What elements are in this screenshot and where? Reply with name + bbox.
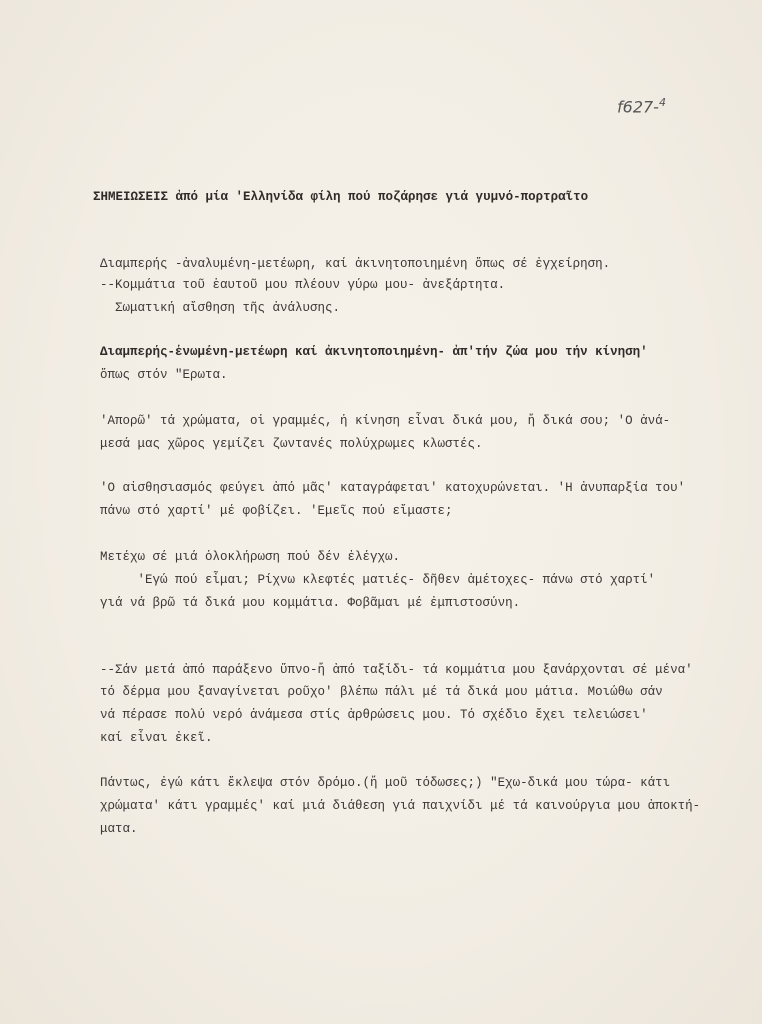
paragraph-2-line-2: ὅπως στόν "Ερωτα. xyxy=(100,368,228,382)
document-title: ΣΗΜΕΙΩΣΕΙΣ ἀπό μία 'Ελληνίδα φίλη πού ποζάρησε γιά γυμνό-πορτραῖτο xyxy=(93,190,589,204)
archive-number: f627- xyxy=(617,97,659,117)
paragraph-6-line-2: τό δέρμα μου ξαναγίνεται ροῦχο' βλέπω πάλι μέ τά δικά μου μάτια. Μοιώθω σάν xyxy=(100,685,663,699)
paragraph-7-line-1: Πάντως, ἐγώ κάτι ἔκλεψα στόν δρόμο.(ἤ μοῦ τόδωσες;) "Εχω-δικά μου τώρα- κάτι xyxy=(100,776,671,790)
paragraph-6-line-4: καί εἶναι ἐκεῖ. xyxy=(100,731,213,745)
paragraph-3-line-2: μεσά μας χῶρος γεμίζει ζωντανές πολύχρωμες κλωστές. xyxy=(100,437,483,451)
paragraph-1-line-2: --Κομμάτια τοῦ ἑαυτοῦ μου πλέουν γύρω μου- ἀνεξάρτητα. xyxy=(100,278,506,292)
paragraph-1-line-3: Σωματική αἴσθηση τῆς ἀνάλυσης. xyxy=(100,301,341,315)
paragraph-4-line-1: 'Ο αἰσθησιασμός φεύγει ἀπό μᾶς' καταγράφεται' κατοχυρώνεται. 'Η ἀνυπαρξία του' xyxy=(100,481,686,495)
paragraph-5-line-1: Μετέχω σέ μιά ὁλοκλήρωση πού δέν ἐλέγχω. xyxy=(100,550,401,564)
archive-number-superscript: 4 xyxy=(658,96,666,109)
paragraph-5-line-2: 'Εγώ πού εἶμαι; Ρίχνω κλεφτές ματιές- δῆθεν ἀμέτοχες- πάνω στό χαρτί' xyxy=(100,573,656,587)
paragraph-6-line-1: --Σάν μετά ἀπό παράξενο ὕπνο-ἤ ἀπό ταξίδι- τά κομμάτια μου ξανάρχονται σέ μένα' xyxy=(100,663,693,677)
paragraph-7-line-3: ματα. xyxy=(100,822,138,836)
paragraph-7-line-2: χρώματα' κάτι γραμμές' καί μιά διάθεση γιά παιχνίδι μέ τά καινούργια μου ἀποκτή- xyxy=(100,799,701,813)
paragraph-2-line-1: Διαμπερής-ἑνωμένη-μετέωρη καί ἀκινητοποιημένη- ἀπ'τήν ζώα μου τήν κίνηση' xyxy=(100,345,648,359)
handwritten-archive-number xyxy=(617,96,666,116)
paragraph-4-line-2: πάνω στό χαρτί' μέ φοβίζει. 'Εμεῖς πού εἴμαστε; xyxy=(100,504,453,518)
paragraph-3-line-1: 'Απορῶ' τά χρώματα, οἱ γραμμές, ἡ κίνηση εἶναι δικά μου, ἤ δικά σου; 'Ο ἀνά- xyxy=(100,414,671,428)
paragraph-5-line-3: γιά νά βρῶ τά δικά μου κομμάτια. Φοβᾶμαι μέ ἐμπιστοσύνη. xyxy=(100,596,521,610)
paragraph-1-line-1: Διαμπερής -ἀναλυμένη-μετέωρη, καί ἀκινητοποιημένη ὅπως σέ ἐγχείρηση. xyxy=(100,257,611,271)
paragraph-6-line-3: νά πέρασε πολύ νερό ἀνάμεσα στίς ἀρθρώσεις μου. Τό σχέδιο ἔχει τελειώσει' xyxy=(100,708,648,722)
